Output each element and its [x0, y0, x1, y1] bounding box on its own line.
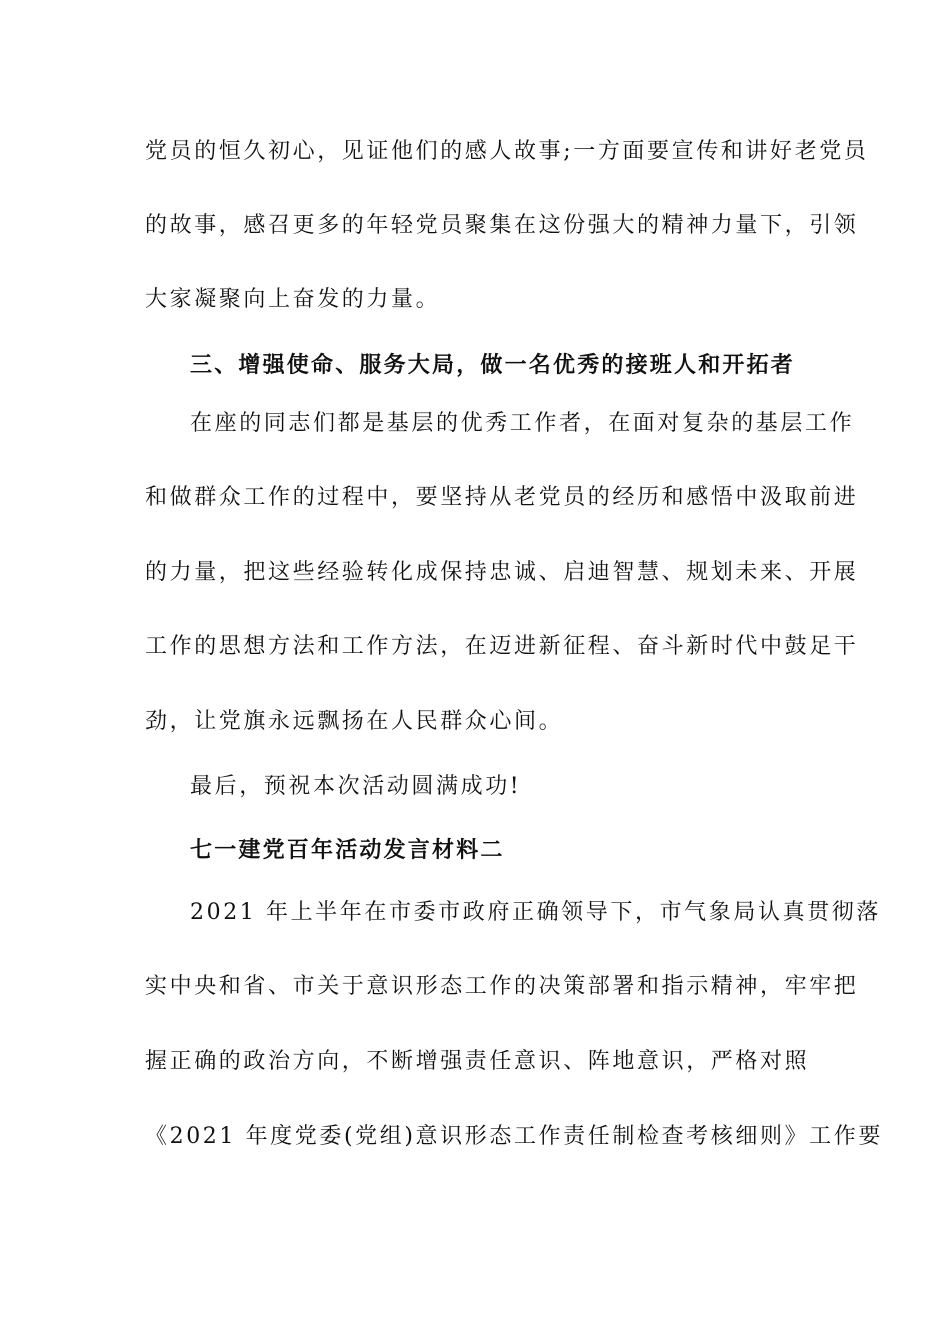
body-text-line: 大家凝聚向上奋发的力量。 [145, 287, 441, 312]
body-text-line: 劲，让党旗永远飘扬在人民群众心间。 [145, 709, 564, 734]
body-text-line: 实中央和省、市关于意识形态工作的决策部署和指示精神，牢牢把 [145, 974, 859, 999]
body-text-line: 和做群众工作的过程中，要坚持从老党员的经历和感悟中汲取前进 [145, 485, 859, 510]
body-text-line: 党员的恒久初心，见证他们的感人故事;一方面要宣传和讲好老党员 [145, 139, 869, 164]
body-text-line: 《2021 年度党委(党组)意识形态工作责任制检查考核细则》工作要 [145, 1124, 883, 1149]
body-text-line: 的力量，把这些经验转化成保持忠诚、启迪智慧、规划未来、开展 [145, 560, 859, 585]
section-heading: 三、增强使命、服务大局，做一名优秀的接班人和开拓者 [190, 352, 796, 378]
closing-line: 最后，预祝本次活动圆满成功! [190, 774, 522, 799]
body-text-line: 在座的同志们都是基层的优秀工作者，在面对复杂的基层工作 [190, 411, 855, 436]
document-title: 七一建党百年活动发言材料二 [190, 837, 505, 863]
body-text-line: 工作的思想方法和工作方法，在迈进新征程、奋斗新时代中鼓足干 [145, 634, 859, 659]
body-text-line: 的故事，感召更多的年轻党员聚集在这份强大的精神力量下，引领 [145, 213, 859, 238]
body-text-line: 2021 年上半年在市委市政府正确领导下，市气象局认真贯彻落 [190, 900, 881, 925]
body-text-line: 握正确的政治方向，不断增强责任意识、阵地意识，严格对照 [145, 1049, 810, 1074]
